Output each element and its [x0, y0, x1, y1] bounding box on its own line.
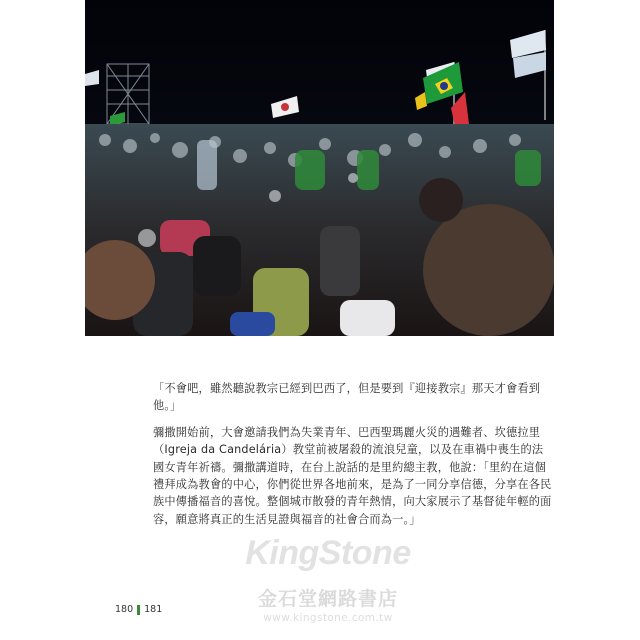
crowd-night-photo-icon	[85, 0, 554, 336]
page-number-left: 180	[115, 604, 134, 615]
watermark	[228, 536, 428, 624]
folio-divider	[137, 605, 140, 615]
body-text	[153, 380, 553, 528]
watermark-url: www.kingstone.com.tw	[263, 612, 393, 624]
crowd-photo	[85, 0, 554, 336]
quote-paragraph: 「不會吧，雖然聽說教宗已經到巴西了，但是要到『迎接教宗』那天才會看到他。」	[153, 382, 541, 413]
watermark-logo: KingStone	[245, 534, 411, 572]
watermark-chinese: 金石堂網路書店	[257, 588, 398, 610]
page-number-right: 181	[144, 604, 163, 615]
page-numbers	[115, 604, 162, 615]
mass-paragraph: 彌撒開始前，大會邀請我們為失業青年、巴西聖瑪麗火災的遇難者、坎德拉里（Igreja da Candelária）教堂前被屠殺的流浪兒童，以及在車禍中喪生的法國女青年祈禱。彌撒講道時，在台上說話的是里約總主教，他說：「里約在這個禮拜成為教會的中心，你們從世界各地前來，是為了一同分享信德，分享在各民族中傳播福音的喜悅。整個城市散發的青年熱情，向大家展示了基督徒年輕的面容，願意將真正的生活見證與福音的社會合而為一。」	[153, 425, 552, 526]
